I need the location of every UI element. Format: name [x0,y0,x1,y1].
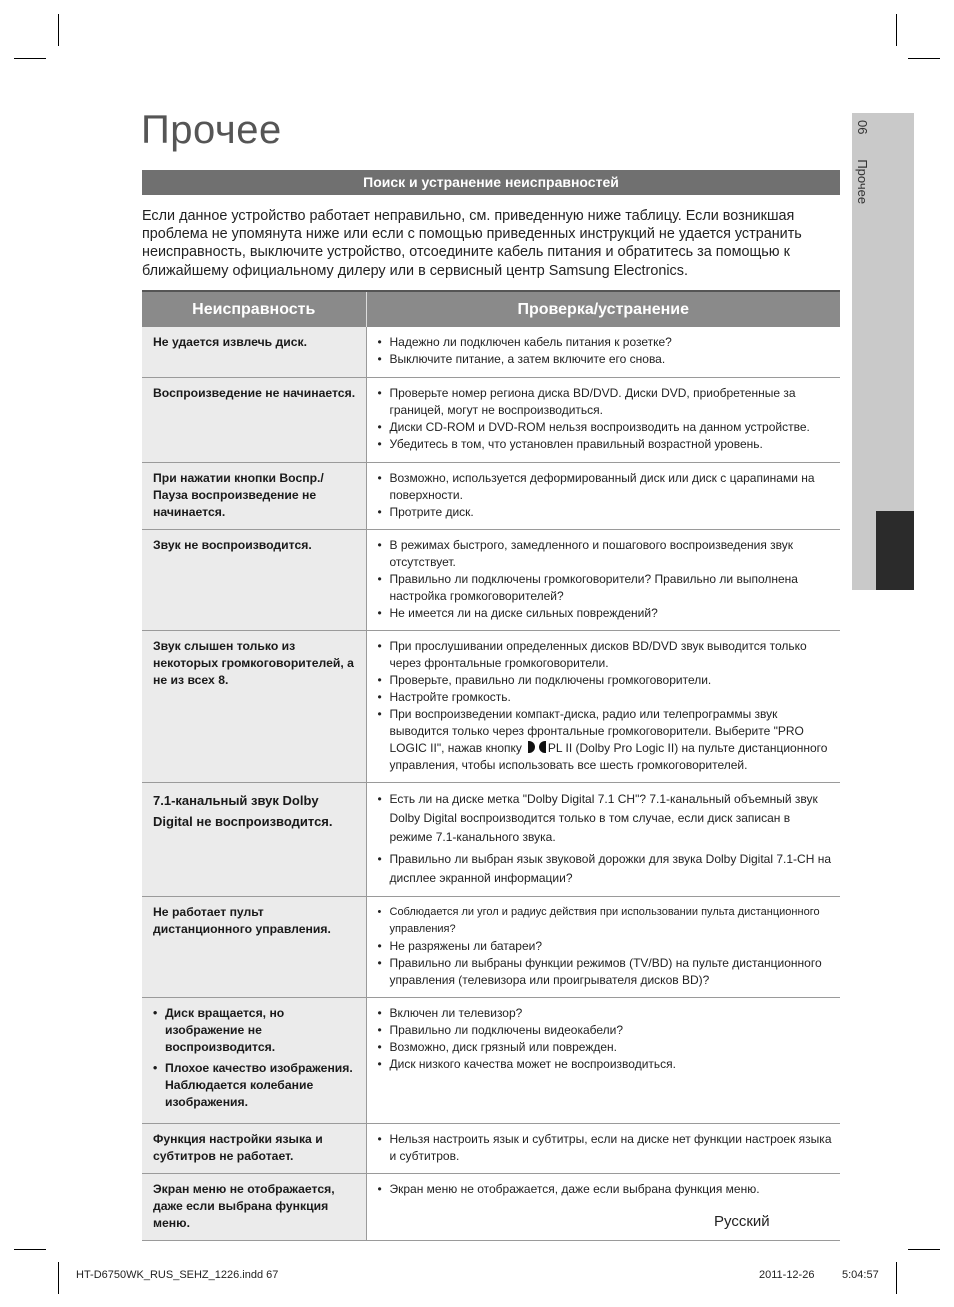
problem-cell: Экран меню не отображается, даже если выбрана функция меню. [142,1173,366,1240]
solution-item: • При прослушивании определенных дисков BD/DVD звук выводится только через фронтальные громкоговорители. [378,638,833,672]
table-row [142,462,840,529]
crop-mark [14,1249,46,1250]
footer-date: 2011-12-26 [759,1269,815,1281]
chapter-tab-marker [876,511,914,590]
solution-item: • В режимах быстрого, замедленного и пошагового воспроизведения звук отсутствует. [378,537,833,571]
crop-mark [908,1249,940,1250]
table-row [142,529,840,630]
table-row [142,896,840,997]
problem-item: • Плохое качество изображения. Наблюдается колебание изображения. [153,1060,358,1111]
solution-item: • Включен ли телевизор? [378,1005,833,1022]
solution-item: • Убедитесь в том, что установлен правильный возрастной уровень. [378,436,833,453]
solution-item: • Диск низкого качества может не воспроизводиться. [378,1056,833,1073]
crop-mark [908,58,940,59]
crop-mark [14,58,46,59]
solution-item [378,706,833,774]
problem-cell: 7.1-канальный звук Dolby Digital не воспроизводится. [142,782,366,896]
column-header-problem: Неисправность [142,291,366,327]
solution-item: • Возможно, используется деформированный диск или диск с царапинами на поверхности. [378,470,833,504]
troubleshooting-table [142,290,840,1241]
footer-filename: HT-D6750WK_RUS_SEHZ_1226.indd 67 [76,1269,279,1281]
solution-text: PL II (Dolby Pro Logic II) на пульте дистанционного управления, чтобы использовать все шесть громкоговорителей. [389,740,828,772]
problem-cell: Не удается извлечь диск. [142,327,366,377]
solution-cell [366,529,840,630]
table-row [142,997,840,1123]
solution-item: • Правильно ли подключены громкоговорители? Правильно ли выполнена настройка громкоговорителей? [378,571,833,605]
crop-mark [58,14,59,46]
problem-cell [142,997,366,1123]
intro-paragraph: Если данное устройство работает неправильно, см. приведенную ниже таблицу. Если возникшая проблема не упомянута ниже или если с помощью приведенных инструкций не удается устранить неисправность, выключите устройство, отсоедините кабель питания и обратитесь за помощью к ближайшему официальному дилеру или в сервисный центр Samsung Electronics. [142,208,802,279]
solution-item: • Соблюдается ли угол и радиус действия при использовании пульта дистанционного управления? [378,904,833,938]
problem-cell: Звук слышен только из некоторых громкоговорителей, а не из всех 8. [142,630,366,782]
problem-cell: Воспроизведение не начинается. [142,377,366,462]
solution-cell [366,462,840,529]
solution-cell [366,377,840,462]
solution-item: • Есть ли на диске метка "Dolby Digital 7.1 CH"? 7.1-канальный объемный звук Dolby Digital воспроизводится только в том случае, если диск записан в режиме 7.1-канального звука. [378,790,833,847]
solution-item: • Правильно ли выбраны функции режимов (TV/BD) на пульте дистанционного управления (телевизора или проигрывателя дисков BD)? [378,955,833,989]
chapter-name: Прочее [855,159,870,205]
solution-item: • Экран меню не отображается, даже если выбрана функция меню. [378,1181,833,1198]
table-row [142,630,840,782]
section-heading: Поиск и устранение неисправностей [142,170,840,195]
dolby-logo-icon [528,741,546,753]
problem-cell: Не работает пульт дистанционного управления. [142,896,366,997]
footer-time: 5:04:57 [842,1269,879,1281]
problem-cell: При нажатии кнопки Воспр./Пауза воспроизведение не начинается. [142,462,366,529]
solution-item: • Настройте громкость. [378,689,833,706]
solution-item: • Не имеется ли на диске сильных повреждений? [378,605,833,622]
solution-item: • Диски CD-ROM и DVD-ROM нельзя воспроизводить на данном устройстве. [378,419,833,436]
table-row [142,377,840,462]
chapter-number: 06 [855,120,870,135]
crop-mark [58,1262,59,1294]
problem-item: • Диск вращается, но изображение не воспроизводится. [153,1005,358,1056]
crop-mark [896,1262,897,1294]
problem-cell: Функция настройки языка и субтитров не работает. [142,1123,366,1173]
solution-item: • Правильно ли выбран язык звуковой дорожки для звука Dolby Digital 7.1-CH на дисплее экранной информации? [378,850,833,888]
table-row [142,1123,840,1173]
table-row [142,327,840,377]
solution-item: • Не разряжены ли батареи? [378,938,833,955]
solution-item: • Надежно ли подключен кабель питания к розетке? [378,334,833,351]
solution-item: • Проверьте, правильно ли подключены громкоговорители. [378,672,833,689]
solution-cell [366,630,840,782]
chapter-tab-label [854,120,870,204]
solution-item: • Выключите питание, а затем включите его снова. [378,351,833,368]
page-title: Прочее [141,108,282,152]
solution-item: • Нельзя настроить язык и субтитры, если на диске нет функции настроек языка и субтитров. [378,1131,833,1165]
solution-item: • Возможно, диск грязный или поврежден. [378,1039,833,1056]
table-row [142,782,840,896]
solution-text: При воспроизведении компакт-диска, радио или телепрограммы звук выводится только через фронтальные громкоговорители. Выберите "PRO LOGIC II", нажав кнопку [389,706,804,755]
table-header-row [142,291,840,327]
column-header-solution: Проверка/устранение [366,291,840,327]
solution-item: • Проверьте номер региона диска BD/DVD. Диски DVD, приобретенные за границей, могут не воспроизводиться. [378,385,833,419]
solution-cell [366,896,840,997]
solution-cell [366,327,840,377]
solution-cell [366,782,840,896]
crop-mark [896,14,897,46]
problem-cell: Звук не воспроизводится. [142,529,366,630]
solution-cell [366,1123,840,1173]
language-label: Русский [714,1213,770,1230]
solution-cell [366,997,840,1123]
solution-item: • Правильно ли подключены видеокабели? [378,1022,833,1039]
solution-item: • Протрите диск. [378,504,833,521]
